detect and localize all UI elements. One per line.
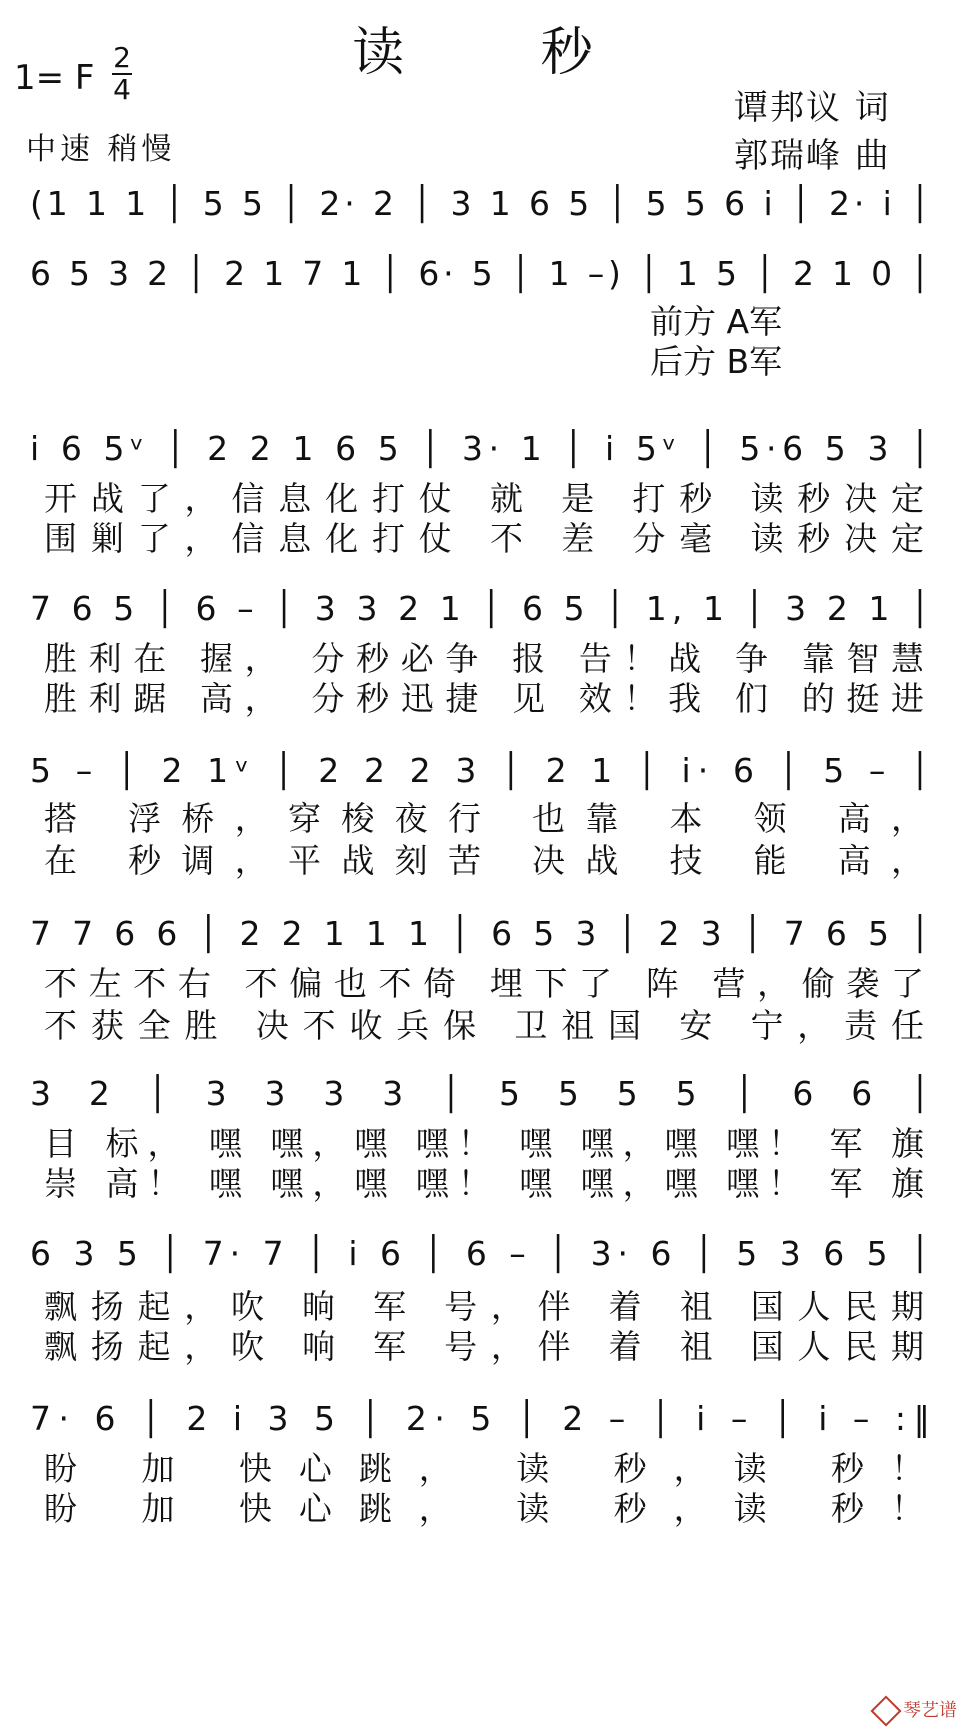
tempo-marking: 中速 稍慢	[26, 132, 176, 167]
lyricist-credit: 谭邦议 词	[734, 88, 891, 128]
lyric-line-5-verse-2: 在 秒调，平战刻苦 决战 技 能 高，	[44, 841, 924, 880]
composer-credit: 郭瑞峰 曲	[734, 136, 891, 176]
lyric-line-8-verse-2: 飘扬起，吹 响 军 号，伴 着 祖 国人民期	[44, 1327, 924, 1366]
lyric-line-6-verse-2: 不获全胜 决不收兵保 卫祖国 安 宁，责任	[44, 1006, 925, 1045]
lyric-line-8-verse-1: 飘扬起，吹 晌 军 号，伴 着 祖 国人民期	[44, 1287, 924, 1326]
time-bottom: 4	[113, 73, 131, 106]
lyric-line-5-verse-1: 搭 浮桥，穿梭夜行 也靠 本 领 高，	[44, 799, 924, 838]
lyric-line-9-verse-1: 盼 加 快心跳， 读 秒，读 秒！	[44, 1449, 924, 1488]
song-title: 读 秒	[352, 23, 653, 83]
time-top: 2	[113, 41, 131, 74]
notation-line-5: 5 – │ 2 1ᵛ │ 2 2 2 3 │ 2 1 │ i· 6 │ 5 – │	[30, 751, 930, 790]
lyric-line-9-verse-2: 盼 加 快心跳， 读 秒，读 秒！	[44, 1489, 924, 1528]
notation-line-7: 3 2 │ 3 3 3 3 │ 5 5 5 5 │ 6 6 │	[30, 1074, 931, 1113]
notation-line-3: i 6 5ᵛ │ 2 2 1 6 5 │ 3· 1 │ i 5ᵛ │ 5·6 5 3 │	[30, 429, 930, 468]
lyric-line-7-verse-2: 崇 高！ 嘿 嘿，嘿 嘿！ 嘿 嘿，嘿 嘿！ 军 旗	[44, 1164, 924, 1203]
notation-line-6: 7 7 6 6 │ 2 2 1 1 1 │ 6 5 3 │ 2 3 │ 7 6 5 │	[30, 914, 930, 953]
key-signature: 1= F	[14, 58, 95, 98]
watermark-text: 琴艺谱	[903, 1700, 957, 1721]
notation-line-1: (1 1 1 │ 5 5 │ 2· 2 │ 3 1 6 5 │ 5 5 6 i │ 2· i │	[30, 184, 930, 223]
notation-line-9: 7· 6 │ 2 i 3 5 │ 2· 5 │ 2 – │ i – │ i – :‖	[30, 1399, 931, 1438]
lyric-line-7-verse-1: 目 标， 嘿 嘿，嘿 嘿！ 嘿 嘿，嘿 嘿！ 军 旗	[44, 1124, 924, 1163]
notation-line-4: 7 6 5 │ 6 – │ 3 3 2 1 │ 6 5 │ 1, 1 │ 3 2 1 │	[30, 589, 930, 628]
logo-icon	[870, 1695, 901, 1726]
lyric-line-3-verse-1: 开战了，信息化打仗 就 是 打秒 读秒决定	[44, 479, 925, 518]
lyric-line-4-verse-2: 胜利踞 高， 分秒迅捷 见 效！我 们 的挺进	[44, 679, 925, 718]
lyric-line-2-verse-1: 前方 A军	[650, 302, 783, 341]
lyric-line-6-verse-1: 不左不右 不偏也不倚 埋下了 阵 营，偷袭了	[44, 964, 924, 1003]
notation-line-8: 6 3 5 │ 7· 7 │ i 6 │ 6 – │ 3· 6 │ 5 3 6 5 │	[30, 1234, 931, 1273]
lyric-line-3-verse-2: 围剿了，信息化打仗 不 差 分毫 读秒决定	[44, 519, 925, 558]
watermark	[875, 1696, 957, 1722]
lyric-line-4-verse-1: 胜利在 握， 分秒必争 报 告！战 争 靠智慧	[44, 639, 925, 678]
lyric-line-2-verse-2: 后方 B军	[650, 342, 783, 381]
notation-line-2: 6 5 3 2 │ 2 1 7 1 │ 6· 5 │ 1 –) │ 1 5 │ 2 1 0 │	[30, 254, 930, 293]
